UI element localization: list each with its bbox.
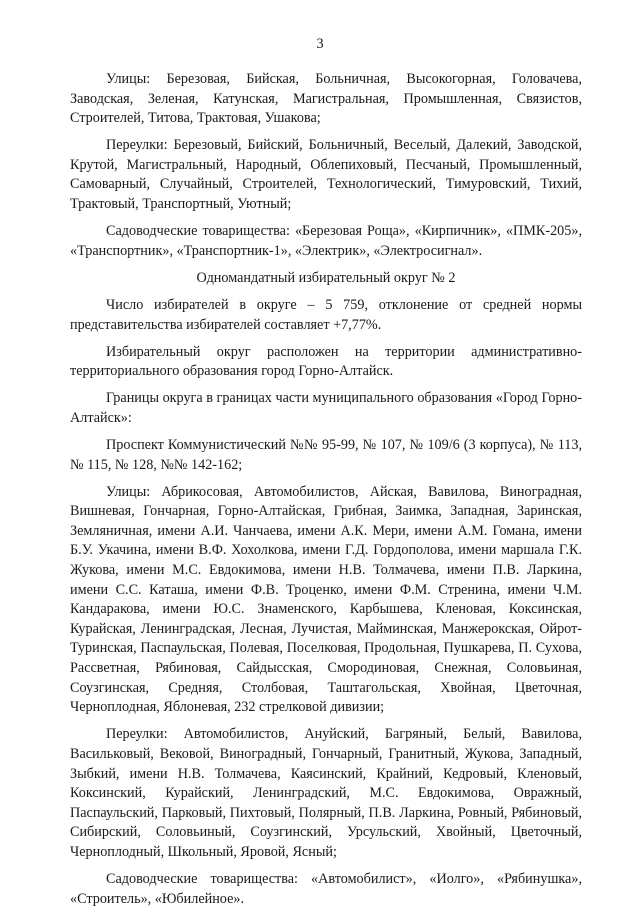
page-number: 3	[316, 36, 324, 52]
streets-paragraph-district-1: Улицы: Березовая, Бийская, Больничная, Высокогорная, Головачева, Заводская, Зеленая, Катунская, Магистральная, Промышленная, Связистов, Строителей, Титова, Трактовая, Ушакова;	[70, 71, 582, 127]
document-body	[70, 70, 582, 917]
lanes-paragraph-district-2: Переулки: Автомобилистов, Ануйский, Багряный, Белый, Вавилова, Васильковый, Вековой, Виноградный, Гончарный, Гранитный, Жукова, Западный, Зыбкий, имени Н.В. Толмачева, Каясинский, Крайний, Кедровый, Кленовый, Коксинский, Курайский, Ленинградский, М.С. Евдокимова, Овражный, Паспаульский, Парковый, Пихтовый, Полярный, П.В. Ларкина, Ровный, Рябиновый, Сибирский, Соловьиный, Соузгинский, Урсульский, Хвойный, Цветочный, Черноплодный, Школьный, Яровой, Ясный;	[70, 726, 582, 860]
prospect-paragraph: Проспект Коммунистический №№ 95-99, № 107, № 109/6 (3 корпуса), № 113, № 115, № 128, №№ 142-162;	[70, 437, 582, 473]
gardening-paragraph-district-1: Садоводческие товарищества: «Березовая Роща», «Кирпичник», «ПМК-205», «Транспортник», «Транспортник-1», «Электрик», «Электросигнал».	[70, 223, 582, 259]
district-2-heading: Одномандатный избирательный округ № 2	[196, 269, 456, 286]
territory-paragraph: Избирательный округ расположен на территории административно-территориального образования город Горно-Алтайск.	[70, 343, 582, 380]
streets-paragraph-district-2: Улицы: Абрикосовая, Автомобилистов, Айская, Вавилова, Виноградная, Вишневая, Гончарная, Горно-Алтайская, Грибная, Заимка, Западная, Заринская, Земляничная, имени А.И. Чанчаева, имени А.К. Мери, имени А.М. Гомана, имени Б.У. Укачина, имени В.Ф. Хохолкова, имени Г.Д. Гордополова, имени маршала Г.К. Жукова, имени М.С. Евдокимова, имени Н.В. Толмачева, имени П.В. Ларкина, имени С.С. Каташа, имени Ф.В. Троценко, имени Ф.М. Стренина, имени Ч.М. Кандаракова, имени Ю.С. Знаменского, Карбышева, Кленовая, Коксинская, Курайская, Ленинградская, Лесная, Лучистая, Майминская, Манжерокская, Ойрот-Туринская, Паспаульская, Полевая, Поселковая, Продольная, Пушкарева, П. Сухова, Рассветная, Рябиновая, Сайдысская, Смородиновая, Снежная, Соловьиная, Соузгинская, Средняя, Столбовая, Таштагольская, Хвойная, Цветочная, Черноплодная, Яблоневая, 232 стрелковой дивизии;	[70, 483, 582, 716]
boundaries-paragraph: Границы округа в границах части муниципального образования «Город Горно-Алтайск»:	[70, 390, 582, 426]
lanes-paragraph-district-1: Переулки: Березовый, Бийский, Больничный, Веселый, Далекий, Заводской, Крутой, Магистральный, Народный, Облепиховый, Песчаный, Промышленный, Самоварный, Случайный, Строителей, Технологический, Тимуровский, Тихий, Трактовый, Транспортный, Уютный;	[70, 137, 582, 213]
voters-count-paragraph: Число избирателей в округе – 5 759, отклонение от средней нормы представительства избирателей составляет +7,77%.	[70, 296, 582, 333]
gardening-paragraph-district-2: Садоводческие товарищества: «Автомобилист», «Иолго», «Рябинушка», «Строитель», «Юбилейное».	[70, 870, 582, 907]
